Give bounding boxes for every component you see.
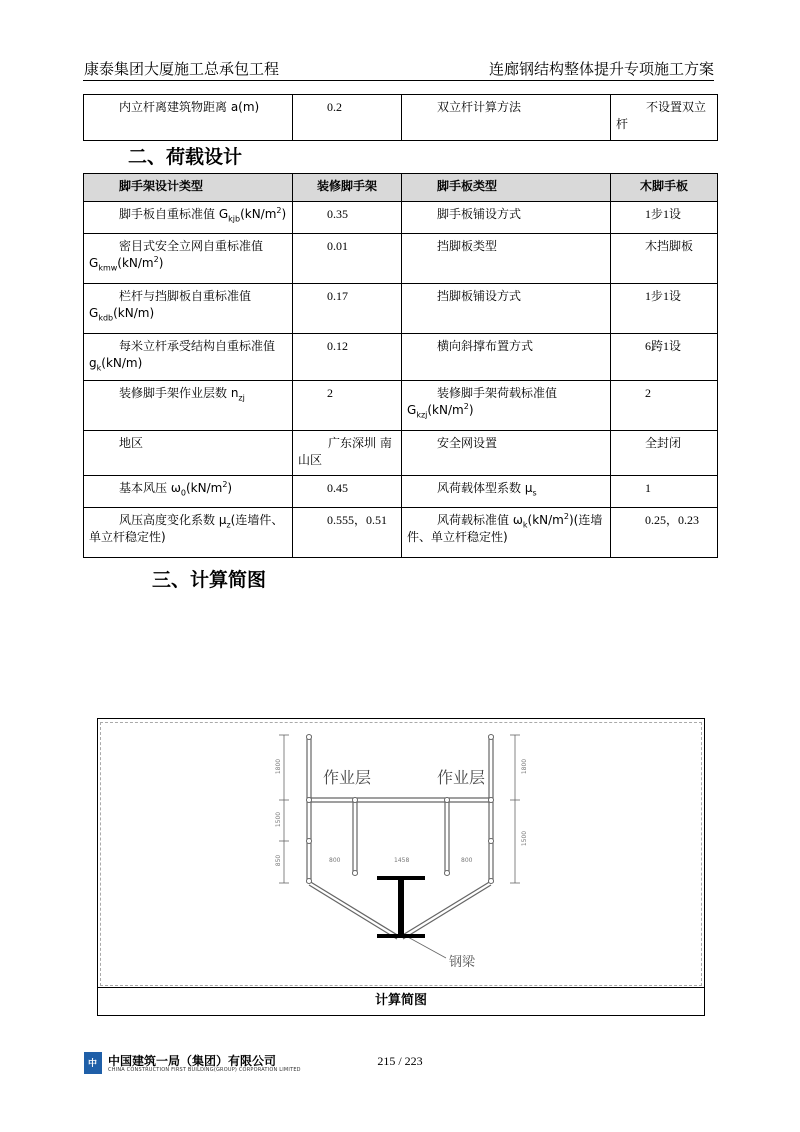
row-value: 广东深圳 南山区 [293,431,402,476]
row-label-2: 风荷载体型系数 $\mu_s$ [402,476,611,508]
row-label-2: 挡脚板类型 [402,234,611,284]
row-value: 2 [293,381,402,431]
row-label: 脚手板自重标准值 $G_{kjb}(kN/m^2)$ [84,202,293,234]
header-cell: 脚手板类型 [402,174,611,202]
section-title-load-design: 二、荷载设计 [128,146,243,168]
table-row [84,508,718,558]
row-label-2: 脚手板铺设方式 [402,202,611,234]
row-value-2: 1步1设 [611,284,718,334]
page-number: 215 / 223 [377,1054,423,1068]
cell-double-pole-method-value: 不设置双立杆 [611,95,718,141]
row-value-2: 6跨1设 [611,334,718,381]
row-value: 0.555，0.51 [293,508,402,558]
row-value-2: 2 [611,381,718,431]
row-label: 风压高度变化系数 $\mu_z$(连墙件、单立杆稳定性) [84,508,293,558]
scaffold-diagram [101,723,701,985]
row-label-2: 装修脚手架荷载标准值 $G_{kzj}(kN/m^2)$ [402,381,611,431]
table-row [84,284,718,334]
table-row [84,476,718,508]
header-divider [83,80,714,81]
row-value-2: 1步1设 [611,202,718,234]
section-title-calc-diagram: 三、计算简图 [152,569,267,591]
dim-right-2: 1500 [521,830,529,847]
row-label-2: 安全网设置 [402,431,611,476]
header-document-title: 连廊钢结构整体提升专项施工方案 [488,60,714,78]
row-label-2: 风荷载标准值 $\omega_k(kN/m^2)$(连墙件、单立杆稳定性) [402,508,611,558]
dim-left-3: 850 [275,854,283,867]
row-label-2: 横向斜撑布置方式 [402,334,611,381]
label-steel-beam: 钢梁 [449,955,476,970]
calc-diagram-figure [97,718,705,1016]
row-value-2: 木挡脚板 [611,234,718,284]
table-row [84,431,718,476]
row-label: 密目式安全立网自重标准值 $G_{kmw}(kN/m^2)$ [84,234,293,284]
load-design-table [83,173,718,558]
row-label: 每米立杆承受结构自重标准值 $g_k(kN/m)$ [84,334,293,381]
company-logo-icon: 中 [84,1052,102,1074]
dim-left-2: 1500 [275,811,283,828]
row-label: 地区 [84,431,293,476]
row-value: 0.45 [293,476,402,508]
dim-right-1: 1800 [521,758,529,775]
cell-inner-pole-distance-label: 内立杆离建筑物距离 a(m) [84,95,293,141]
row-label-2: 挡脚板铺设方式 [402,284,611,334]
row-value-2: 0.25，0.23 [611,508,718,558]
dim-inner-3: 800 [461,857,473,864]
table-header-row [84,174,718,202]
label-work-layer-right: 作业层 [437,768,486,787]
footer-company-name: 中国建筑一局（集团）有限公司 [108,1054,277,1068]
row-label: 基本风压 $\omega_0(kN/m^2)$ [84,476,293,508]
table-row [84,234,718,284]
table-row [84,334,718,381]
figure-drawing-area [100,722,702,986]
cell-inner-pole-distance-value: 0.2 [293,95,402,141]
label-work-layer-left: 作业层 [323,768,372,787]
row-value: 0.12 [293,334,402,381]
dim-inner-1: 800 [329,857,341,864]
row-value: 0.01 [293,234,402,284]
header-cell: 木脚手板 [611,174,718,202]
row-value-2: 全封闭 [611,431,718,476]
row-label: 装修脚手架作业层数 $n_{zj}$ [84,381,293,431]
row-value: 0.35 [293,202,402,234]
header-cell: 装修脚手架 [293,174,402,202]
figure-caption: 计算简图 [374,993,427,1008]
row-value: 0.17 [293,284,402,334]
row-value-2: 1 [611,476,718,508]
dim-left-1: 1800 [275,758,283,775]
top-row-table [83,94,718,141]
row-label: 栏杆与挡脚板自重标准值 $G_{kdb}(kN/m)$ [84,284,293,334]
dim-inner-2: 1458 [394,857,410,864]
table-row [84,202,718,234]
header-project-title: 康泰集团大厦施工总承包工程 [84,60,280,78]
cell-double-pole-method-label: 双立杆计算方法 [402,95,611,141]
figure-caption-divider [98,987,704,988]
table-row [84,381,718,431]
header-cell: 脚手架设计类型 [84,174,293,202]
footer-company-english: CHINA CONSTRUCTION FIRST BUILDING(GROUP) CORPORATION LIMITED [108,1067,301,1073]
